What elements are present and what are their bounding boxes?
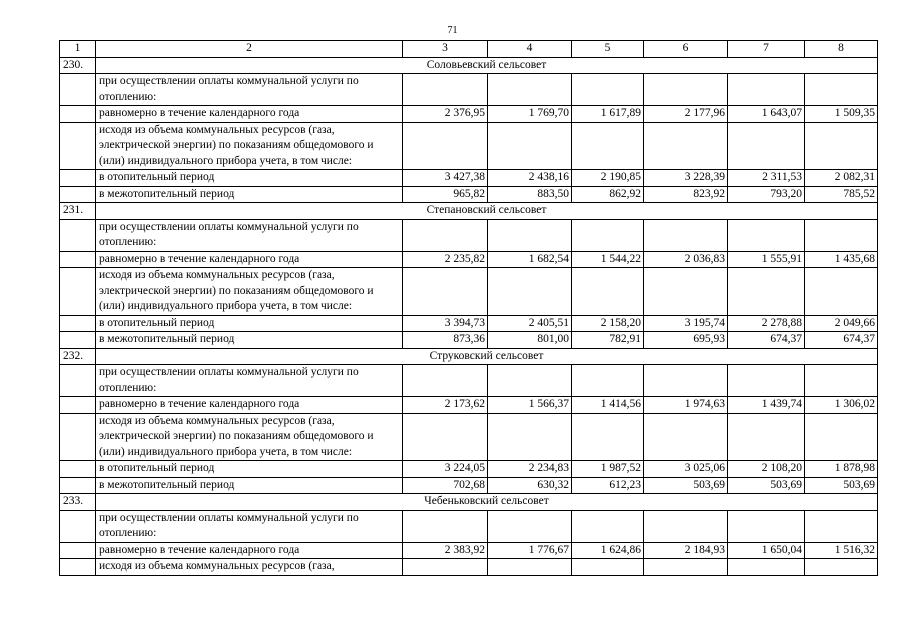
value-cell: 2 438,16 [488,170,572,187]
value-cell [728,74,805,106]
table-row [60,542,878,559]
value-cell: 1 566,37 [488,397,572,414]
table-row [60,365,878,397]
value-cell [572,365,644,397]
table-row [60,74,878,106]
value-cell: 3 224,05 [403,461,488,478]
value-cell [488,559,572,576]
value-cell: 785,52 [805,186,878,203]
value-cell [805,219,878,251]
value-cell: 1 617,89 [572,106,644,123]
value-cell: 2 311,53 [728,170,805,187]
tariff-table [59,40,878,576]
row-label: в межотопительный период [96,332,403,349]
value-cell: 2 376,95 [403,106,488,123]
value-cell: 801,00 [488,332,572,349]
value-cell [403,559,488,576]
column-header: 7 [728,41,805,58]
page-number: 71 [447,25,458,36]
value-cell [403,510,488,542]
value-cell: 823,92 [644,186,728,203]
value-cell [805,413,878,461]
value-cell [572,122,644,170]
value-cell: 2 173,62 [403,397,488,414]
value-cell [572,219,644,251]
row-label: равномерно в течение календарного года [96,397,403,414]
section-index: 233. [60,494,96,511]
row-label: в отопительный период [96,170,403,187]
value-cell: 2 383,92 [403,542,488,559]
value-cell [805,510,878,542]
value-cell [488,219,572,251]
value-cell: 2 405,51 [488,315,572,332]
index-cell [60,170,96,187]
value-cell [488,122,572,170]
row-label: равномерно в течение календарного года [96,251,403,268]
value-cell: 873,36 [403,332,488,349]
index-cell [60,106,96,123]
index-cell [60,251,96,268]
value-cell: 1 769,70 [488,106,572,123]
row-label: в межотопительный период [96,477,403,494]
row-label: при осуществлении оплаты коммунальной услуги по отоплению: [96,365,403,397]
value-cell: 695,93 [644,332,728,349]
index-cell [60,510,96,542]
section-header-row [60,494,878,511]
value-cell [572,268,644,316]
municipality-name: Чебеньковский сельсовет [96,494,878,511]
value-cell: 1 439,74 [728,397,805,414]
row-label: исходя из объема коммунальных ресурсов (газа, [96,559,403,576]
index-cell [60,122,96,170]
value-cell: 1 555,91 [728,251,805,268]
value-cell: 503,69 [644,477,728,494]
section-index: 231. [60,203,96,220]
table-row [60,332,878,349]
table-row [60,315,878,332]
row-label: в межотопительный период [96,186,403,203]
value-cell: 1 544,22 [572,251,644,268]
value-cell [728,510,805,542]
index-cell [60,315,96,332]
section-header-row [60,203,878,220]
value-cell [644,268,728,316]
row-label: равномерно в течение календарного года [96,542,403,559]
value-cell: 3 025,06 [644,461,728,478]
value-cell [728,413,805,461]
value-cell: 1 682,54 [488,251,572,268]
index-cell [60,332,96,349]
column-header: 2 [96,41,403,58]
row-label: при осуществлении оплаты коммунальной услуги по отоплению: [96,74,403,106]
value-cell [644,122,728,170]
table-row [60,559,878,576]
value-cell [488,74,572,106]
value-cell [403,122,488,170]
index-cell [60,559,96,576]
value-cell [728,365,805,397]
column-header-row [60,41,878,58]
value-cell [403,365,488,397]
table-row [60,413,878,461]
municipality-name: Струковский сельсовет [96,348,878,365]
table-row [60,397,878,414]
value-cell: 2 049,66 [805,315,878,332]
value-cell [644,559,728,576]
section-index: 232. [60,348,96,365]
row-label: исходя из объема коммунальных ресурсов (газа, электрической энергии) по показаниям общедомового и (или) индивидуального прибора учета, в том числе: [96,413,403,461]
row-label: равномерно в течение календарного года [96,106,403,123]
value-cell: 1 414,56 [572,397,644,414]
value-cell: 2 177,96 [644,106,728,123]
value-cell [403,268,488,316]
table-body [60,41,878,576]
row-label: в отопительный период [96,461,403,478]
value-cell: 862,92 [572,186,644,203]
table-row [60,106,878,123]
table-row [60,170,878,187]
value-cell [644,510,728,542]
column-header: 1 [60,41,96,58]
table-row [60,219,878,251]
table-row [60,268,878,316]
row-label: при осуществлении оплаты коммунальной услуги по отоплению: [96,510,403,542]
value-cell: 1 643,07 [728,106,805,123]
value-cell [805,559,878,576]
value-cell: 3 228,39 [644,170,728,187]
value-cell [805,268,878,316]
value-cell [805,365,878,397]
value-cell [572,559,644,576]
value-cell [572,413,644,461]
row-label: при осуществлении оплаты коммунальной услуги по отоплению: [96,219,403,251]
value-cell: 1 987,52 [572,461,644,478]
value-cell: 2 082,31 [805,170,878,187]
value-cell: 674,37 [728,332,805,349]
index-cell [60,268,96,316]
value-cell [403,219,488,251]
value-cell: 1 650,04 [728,542,805,559]
index-cell [60,186,96,203]
value-cell: 3 427,38 [403,170,488,187]
table-row [60,510,878,542]
municipality-name: Степановский сельсовет [96,203,878,220]
value-cell: 965,82 [403,186,488,203]
value-cell [403,413,488,461]
value-cell [488,268,572,316]
value-cell: 503,69 [805,477,878,494]
row-label: исходя из объема коммунальных ресурсов (газа, электрической энергии) по показаниям общедомового и (или) индивидуального прибора учета, в том числе: [96,122,403,170]
value-cell [728,559,805,576]
row-label: исходя из объема коммунальных ресурсов (газа, электрической энергии) по показаниям общедомового и (или) индивидуального прибора учета, в том числе: [96,268,403,316]
value-cell [644,365,728,397]
value-cell: 1 516,32 [805,542,878,559]
index-cell [60,542,96,559]
value-cell: 1 974,63 [644,397,728,414]
value-cell [644,74,728,106]
value-cell: 1 306,02 [805,397,878,414]
value-cell [728,122,805,170]
value-cell: 1 878,98 [805,461,878,478]
value-cell: 2 108,20 [728,461,805,478]
value-cell [644,413,728,461]
table-row [60,186,878,203]
value-cell [572,74,644,106]
value-cell [403,74,488,106]
value-cell: 1 435,68 [805,251,878,268]
index-cell [60,365,96,397]
value-cell: 503,69 [728,477,805,494]
index-cell [60,413,96,461]
value-cell [572,510,644,542]
value-cell: 1 624,86 [572,542,644,559]
value-cell: 2 235,82 [403,251,488,268]
column-header: 6 [644,41,728,58]
section-header-row [60,57,878,74]
row-label: в отопительный период [96,315,403,332]
index-cell [60,477,96,494]
value-cell: 702,68 [403,477,488,494]
index-cell [60,74,96,106]
table-row [60,251,878,268]
value-cell: 674,37 [805,332,878,349]
value-cell: 3 195,74 [644,315,728,332]
value-cell [728,268,805,316]
value-cell [488,510,572,542]
municipality-name: Соловьевский сельсовет [96,57,878,74]
value-cell [488,365,572,397]
value-cell [488,413,572,461]
value-cell: 2 234,83 [488,461,572,478]
value-cell [805,122,878,170]
section-index: 230. [60,57,96,74]
value-cell: 2 184,93 [644,542,728,559]
value-cell: 883,50 [488,186,572,203]
value-cell: 2 278,88 [728,315,805,332]
value-cell: 1 509,35 [805,106,878,123]
value-cell: 793,20 [728,186,805,203]
value-cell: 2 036,83 [644,251,728,268]
table-row [60,461,878,478]
column-header: 5 [572,41,644,58]
value-cell: 3 394,73 [403,315,488,332]
value-cell: 2 158,20 [572,315,644,332]
index-cell [60,219,96,251]
column-header: 8 [805,41,878,58]
value-cell [644,219,728,251]
value-cell: 630,32 [488,477,572,494]
value-cell: 612,23 [572,477,644,494]
value-cell [728,219,805,251]
value-cell [805,74,878,106]
column-header: 3 [403,41,488,58]
section-header-row [60,348,878,365]
table-row [60,122,878,170]
value-cell: 2 190,85 [572,170,644,187]
value-cell: 782,91 [572,332,644,349]
index-cell [60,397,96,414]
table-row [60,477,878,494]
column-header: 4 [488,41,572,58]
value-cell: 1 776,67 [488,542,572,559]
index-cell [60,461,96,478]
